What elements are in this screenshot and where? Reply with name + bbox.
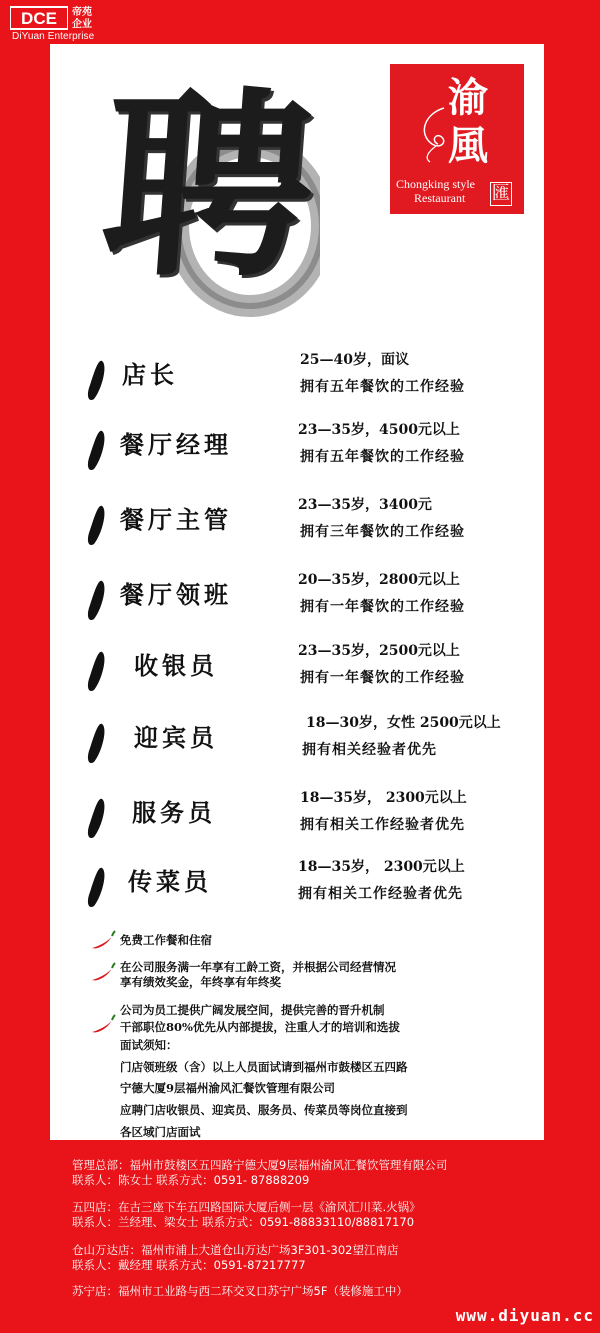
- benefit-text: 免费工作餐和住宿: [120, 933, 212, 947]
- brush-dot-icon: [86, 579, 108, 621]
- restaurant-logo: [390, 64, 524, 214]
- brush-dot-icon: [86, 429, 108, 471]
- job-title: 餐厅主管: [120, 505, 232, 534]
- contact-address: 五四店：在古三座下车五四路国际大厦后侧一层《渝风汇川菜.火锅》: [72, 1200, 421, 1214]
- job-listing: [50, 419, 544, 489]
- job-listing: [50, 569, 544, 639]
- logo-char-feng: 風: [448, 122, 488, 169]
- brush-dot-icon: [86, 359, 108, 401]
- headline-character: 聘: [94, 69, 322, 304]
- job-requirement: 拥有相关工作经验者优先: [298, 886, 463, 902]
- svg-text:DCE: DCE: [21, 9, 57, 28]
- brush-dot-icon: [86, 650, 108, 692]
- chili-icon: [90, 962, 116, 984]
- brand-name-cn: 帝苑企业: [72, 7, 92, 30]
- brand-name-en: DiYuan Enterprise: [12, 31, 95, 42]
- poster-panel: [50, 44, 544, 1140]
- interview-line: 宁德大厦9层福州渝风汇餐饮管理有限公司: [120, 1081, 335, 1095]
- job-age-salary: 20—35岁，2800元以上: [298, 572, 460, 588]
- contact-phone: 联系人：戴经理 联系方式：0591-87217777: [72, 1258, 306, 1272]
- job-listing: [50, 640, 544, 710]
- brush-dot-icon: [86, 722, 108, 764]
- brush-dot-icon: [86, 797, 108, 839]
- job-requirement: 拥有一年餐饮的工作经验: [300, 670, 465, 686]
- job-requirement: 拥有五年餐饮的工作经验: [300, 449, 465, 465]
- contact-address: 管理总部：福州市鼓楼区五四路宁德大厦9层福州渝风汇餐饮管理有限公司: [72, 1158, 448, 1172]
- logo-char-yu: 渝: [448, 74, 488, 121]
- interview-line: 应聘门店收银员、迎宾员、服务员、传菜员等岗位直接到: [120, 1103, 408, 1117]
- job-listing: [50, 494, 544, 564]
- job-listing: [50, 787, 544, 857]
- benefit-text: 干部职位80%优先从内部提拔，注重人才的培训和选拔: [120, 1020, 400, 1034]
- contact-phone: 联系人：兰经理、梁女士 联系方式：0591-88833110/88817170: [72, 1215, 415, 1229]
- interview-heading: 面试须知：: [120, 1038, 178, 1052]
- job-age-salary: 23—35岁，2500元以上: [298, 643, 460, 659]
- job-age-salary: 23—35岁，4500元以上: [298, 422, 460, 438]
- job-title: 餐厅经理: [120, 430, 232, 459]
- interview-line: 各区域门店面试: [120, 1125, 201, 1139]
- contact-phone: 联系人：陈女士 联系方式：0591- 87888209: [72, 1173, 310, 1187]
- job-age-salary: 25—40岁，面议: [300, 352, 409, 368]
- job-title: 服务员: [132, 798, 216, 827]
- chili-icon: [90, 930, 116, 952]
- website-url[interactable]: www.diyuan.cc: [455, 1306, 594, 1325]
- job-title: 迎宾员: [134, 723, 218, 752]
- benefit-text: 公司为员工提供广阔发展空间，提供完善的晋升机制: [120, 1003, 385, 1017]
- job-age-salary: 23—35岁，3400元: [298, 497, 432, 513]
- contact-address: 仓山万达店：福州市浦上大道仓山万达广场3F301-302望江南店: [72, 1243, 399, 1257]
- logo-char-hui: 匯: [492, 183, 510, 204]
- job-listing: [50, 349, 544, 419]
- job-listing: [50, 856, 544, 926]
- contact-address: 苏宁店：福州市工业路与西二环交叉口苏宁广场5F（装修施工中）: [72, 1284, 408, 1298]
- brand-logo: [4, 4, 134, 42]
- job-requirement: 拥有一年餐饮的工作经验: [300, 599, 465, 615]
- job-title: 餐厅领班: [120, 580, 232, 609]
- job-requirement: 拥有相关工作经验者优先: [300, 817, 465, 833]
- interview-line: 门店领班级（含）以上人员面试请到福州市鼓楼区五四路: [120, 1060, 408, 1074]
- logo-english-line2: Restaurant: [414, 191, 466, 205]
- benefit-text: 享有绩效奖金，年终享有年终奖: [120, 975, 281, 989]
- job-listing: [50, 712, 544, 782]
- job-title: 收银员: [134, 651, 218, 680]
- job-requirement: 拥有五年餐饮的工作经验: [300, 379, 465, 395]
- job-title: 传菜员: [128, 867, 212, 896]
- logo-english-line1: Chongking style: [396, 177, 476, 191]
- job-age-salary: 18—35岁， 2300元以上: [298, 859, 465, 875]
- job-age-salary: 18—30岁，女性 2500元以上: [306, 715, 501, 731]
- brush-dot-icon: [86, 504, 108, 546]
- brush-dot-icon: [86, 866, 108, 908]
- job-title: 店长: [122, 360, 178, 389]
- job-requirement: 拥有相关经验者优先: [302, 742, 437, 758]
- brand-mark-icon: [10, 6, 68, 30]
- chili-icon: [90, 1014, 116, 1036]
- benefit-text: 在公司服务满一年享有工龄工资，并根据公司经营情况: [120, 960, 396, 974]
- job-age-salary: 18—35岁， 2300元以上: [300, 790, 467, 806]
- job-requirement: 拥有三年餐饮的工作经验: [300, 524, 465, 540]
